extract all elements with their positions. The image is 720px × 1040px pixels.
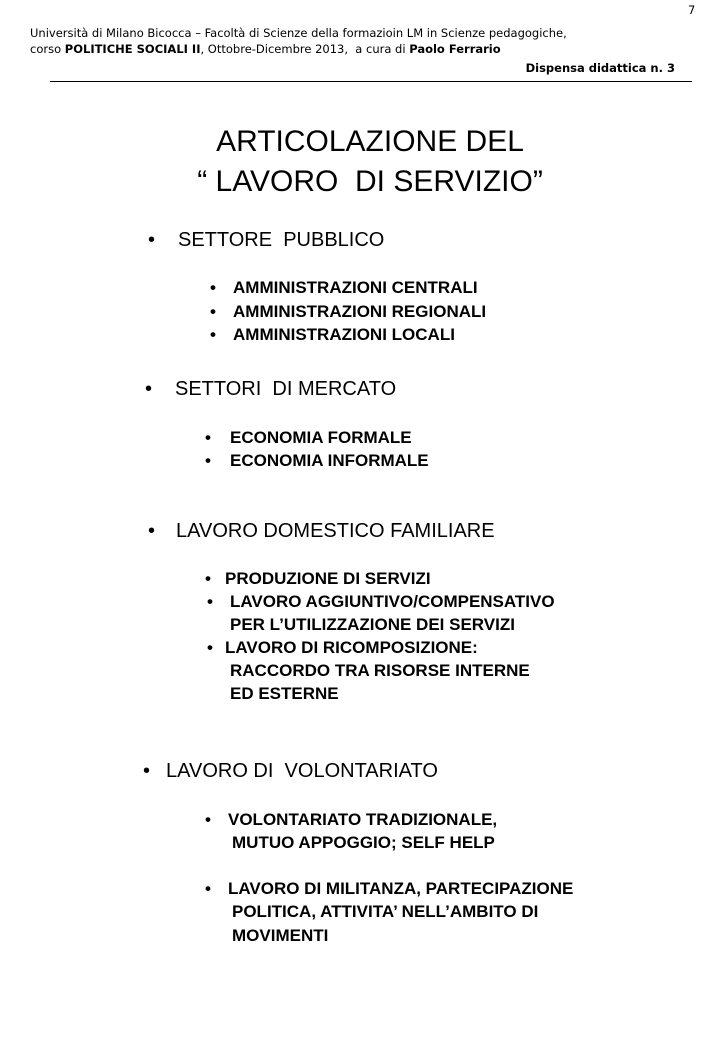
list-item: AMMINISTRAZIONI LOCALI [233, 325, 455, 344]
bullet: • [143, 760, 151, 782]
list-item: LAVORO DI RICOMPOSIZIONE: [225, 638, 478, 657]
header-line-1: Università di Milano Bicocca – Facoltà di Scienze della formazioin LM in Scienze pedagogiche, [30, 26, 567, 40]
section-heading: LAVORO DI VOLONTARIATO [166, 760, 438, 782]
page-number: 7 [688, 3, 696, 17]
list-item: LAVORO AGGIUNTIVO/COMPENSATIVO [230, 592, 555, 611]
bullet: • [207, 592, 213, 611]
list-item: AMMINISTRAZIONI CENTRALI [233, 278, 478, 297]
section-heading: SETTORI DI MERCATO [175, 378, 397, 400]
list-item: ECONOMIA INFORMALE [230, 451, 429, 470]
bullet: • [145, 378, 153, 400]
bullet: • [207, 638, 213, 657]
bullet: • [205, 810, 211, 829]
list-item-continuation: POLITICA, ATTIVITA’ NELL’AMBITO DI [232, 902, 539, 921]
section-heading: LAVORO DOMESTICO FAMILIARE [176, 520, 495, 542]
list-item: PRODUZIONE DI SERVIZI [225, 569, 431, 588]
list-item-continuation: PER L’UTILIZZAZIONE DEI SERVIZI [230, 615, 515, 634]
bullet: • [210, 325, 216, 344]
bullet: • [205, 879, 211, 898]
title-line-1: ARTICOLAZIONE DEL [216, 125, 524, 158]
header-text: , Ottobre-Dicembre 2013, a cura di [200, 42, 410, 56]
bullet: • [148, 520, 156, 542]
bullet: • [210, 278, 216, 297]
bullet: • [205, 569, 211, 588]
bullet: • [205, 428, 211, 447]
list-item-continuation: RACCORDO TRA RISORSE INTERNE [230, 661, 530, 680]
list-item-continuation: ED ESTERNE [230, 684, 339, 703]
bullet: • [148, 229, 156, 251]
list-item-continuation: MUTUO APPOGGIO; SELF HELP [232, 833, 495, 852]
header-line-2 [30, 44, 501, 56]
list-item: VOLONTARIATO TRADIZIONALE, [228, 810, 498, 829]
list-item: AMMINISTRAZIONI REGIONALI [233, 302, 487, 321]
list-item-continuation: MOVIMENTI [232, 926, 329, 945]
author-name: Paolo Ferrario [409, 42, 501, 56]
header-divider [50, 81, 692, 82]
header-text: corso [30, 42, 65, 56]
title-line-2: “ LAVORO DI SERVIZIO” [197, 165, 543, 198]
section-heading: SETTORE PUBBLICO [178, 229, 385, 251]
course-name: POLITICHE SOCIALI II [64, 42, 201, 56]
bullet: • [205, 451, 211, 470]
bullet: • [210, 302, 216, 321]
handout-label: Dispensa didattica n. 3 [525, 61, 675, 75]
list-item: ECONOMIA FORMALE [230, 428, 412, 447]
list-item: LAVORO DI MILITANZA, PARTECIPAZIONE [228, 879, 574, 898]
